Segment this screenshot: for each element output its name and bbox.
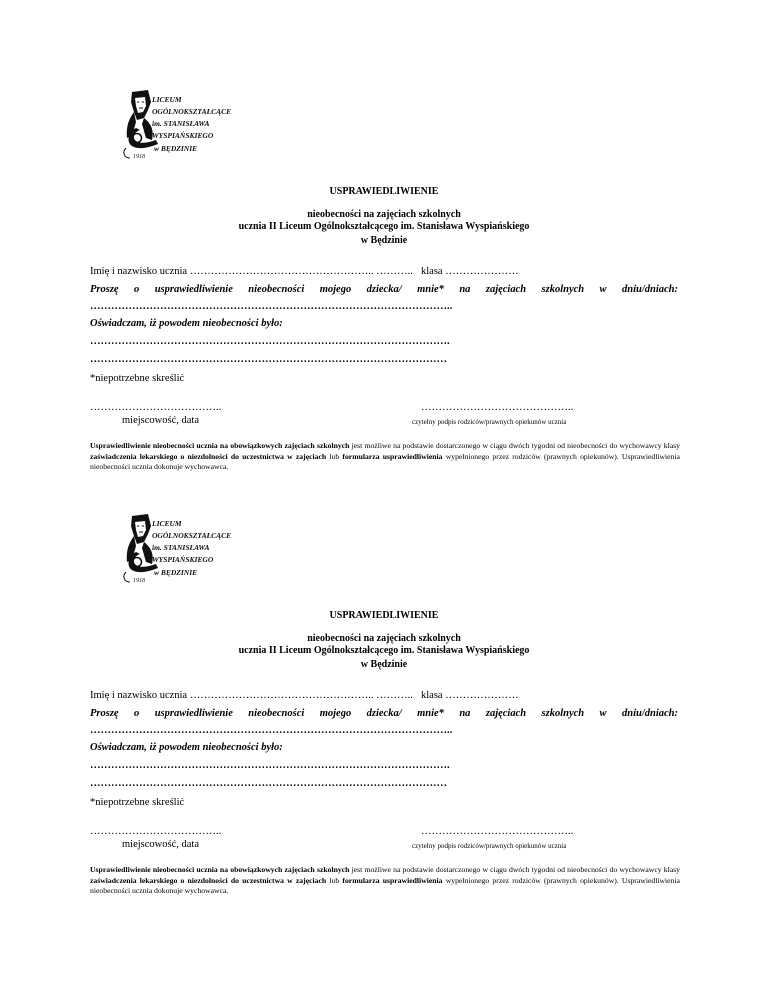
place-date-label: miejscowość, data: [122, 415, 199, 426]
rules-bold: zaświadczenia lekarskiego o niezdolności do uczestnictwa w zajęciach: [90, 451, 327, 461]
rules-bold: formularza usprawiedliwienia: [342, 875, 443, 885]
declaration-text: Oświadczam, iż powodem nieobecności było:: [90, 742, 283, 753]
absence-dates-field[interactable]: …………………………………………………………………………………………..: [90, 301, 453, 312]
absence-reason-field[interactable]: …………………………………………………………………………………………: [90, 778, 447, 789]
logo-year: 1918: [133, 578, 145, 584]
logo-line: OGÓLNOKSZTAŁCĄCE: [152, 531, 232, 540]
logo-year: 1918: [133, 154, 145, 160]
student-name-line[interactable]: [90, 266, 519, 277]
place-date-field[interactable]: ………………………………..: [90, 826, 222, 837]
place-date-label: miejscowość, data: [122, 839, 199, 850]
absence-reason-field[interactable]: ………………………………………………………………………………………….: [90, 760, 450, 771]
signature-label: czytelny podpis rodziców/prawnych opiekunów ucznia: [412, 418, 567, 426]
form-subtitle: ucznia II Liceum Ogólnokształcącego im. Stanisława Wyspiańskiego: [238, 221, 530, 232]
request-text: Proszę o usprawiedliwienie nieobecności mojego dziecka/ mnie* na zajęciach szkolnych w dniu/dniach:: [90, 708, 678, 719]
form-subtitle: nieobecności na zajęciach szkolnych: [307, 209, 461, 220]
logo-line: WYSPIAŃSKIEGO: [152, 131, 214, 140]
declaration-text: Oświadczam, iż powodem nieobecności było:: [90, 318, 283, 329]
rules-text: wypełnionego przez rodziców (prawnych opiekunów). Usprawiedliwienia nieobecności ucznia dokonuje wychowawca.: [90, 451, 680, 471]
logo-line: w BĘDZINIE: [154, 144, 198, 153]
rules-bold: formularza usprawiedliwienia: [342, 451, 443, 461]
form-subtitle: ucznia II Liceum Ogólnokształcącego im. Stanisława Wyspiańskiego: [238, 645, 530, 656]
form-subtitle: nieobecności na zajęciach szkolnych: [307, 633, 461, 644]
student-name-field[interactable]: Imię i nazwisko ucznia …………………………………………….. ………..: [90, 266, 413, 277]
class-field[interactable]: klasa …………………: [421, 690, 519, 701]
form-title: USPRAWIEDLIWIENIE: [329, 610, 439, 621]
request-text: Proszę o usprawiedliwienie nieobecności mojego dziecka/ mnie* na zajęciach szkolnych w dniu/dniach:: [90, 284, 678, 295]
logo-line: WYSPIAŃSKIEGO: [152, 555, 214, 564]
logo-line: w BĘDZINIE: [154, 568, 198, 577]
class-field[interactable]: klasa …………………: [421, 266, 519, 277]
absence-reason-field[interactable]: …………………………………………………………………………………………: [90, 354, 447, 365]
logo-line: LICEUM: [152, 95, 182, 104]
rules-paragraph: [90, 865, 680, 897]
footnote: *niepotrzebne skreślić: [90, 373, 185, 384]
rules-paragraph: [90, 441, 680, 473]
rules-text: jest możliwe na podstawie dostarczonego w ciągu dwóch tygodni od nieobecności do wychowawcy klasy: [349, 865, 680, 874]
school-logo: [118, 88, 248, 166]
student-name-field[interactable]: Imię i nazwisko ucznia …………………………………………….. ………..: [90, 690, 413, 701]
absence-dates-field[interactable]: …………………………………………………………………………………………..: [90, 725, 453, 736]
logo-line: im. STANISŁAWA: [152, 543, 210, 552]
rules-bold: Usprawiedliwienie nieobecności ucznia na obowiązkowych zajęciach szkolnych: [90, 441, 350, 450]
signature-field[interactable]: ……………………………………..: [421, 402, 574, 413]
rules-text: wypełnionego przez rodziców (prawnych opiekunów). Usprawiedliwienia nieobecności ucznia dokonuje wychowawca.: [90, 875, 680, 895]
logo-mark: II: [130, 120, 136, 128]
rules-text: lub: [326, 451, 343, 461]
footnote: *niepotrzebne skreślić: [90, 797, 185, 808]
logo-line: OGÓLNOKSZTAŁCĄCE: [152, 107, 232, 116]
rules-text: lub: [326, 875, 343, 885]
logo-line: im. STANISŁAWA: [152, 119, 210, 128]
rules-bold: Usprawiedliwienie nieobecności ucznia na obowiązkowych zajęciach szkolnych: [90, 865, 350, 874]
logo-mark: II: [130, 544, 136, 552]
form-title: USPRAWIEDLIWIENIE: [329, 186, 439, 197]
student-name-line[interactable]: [90, 690, 519, 701]
signature-field[interactable]: ……………………………………..: [421, 826, 574, 837]
logo-line: LICEUM: [152, 519, 182, 528]
rules-text: jest możliwe na podstawie dostarczonego w ciągu dwóch tygodni od nieobecności do wychowawcy klasy: [349, 441, 680, 450]
rules-bold: zaświadczenia lekarskiego o niezdolności do uczestnictwa w zajęciach: [90, 875, 327, 885]
form-subtitle: w Będzinie: [360, 659, 408, 670]
school-logo: [118, 512, 248, 590]
signature-label: czytelny podpis rodziców/prawnych opiekunów ucznia: [412, 842, 567, 850]
absence-form-1: [0, 78, 768, 538]
absence-form-2: [0, 502, 768, 962]
place-date-field[interactable]: ………………………………..: [90, 402, 222, 413]
form-subtitle: w Będzinie: [360, 235, 408, 246]
absence-reason-field[interactable]: ………………………………………………………………………………………….: [90, 336, 450, 347]
